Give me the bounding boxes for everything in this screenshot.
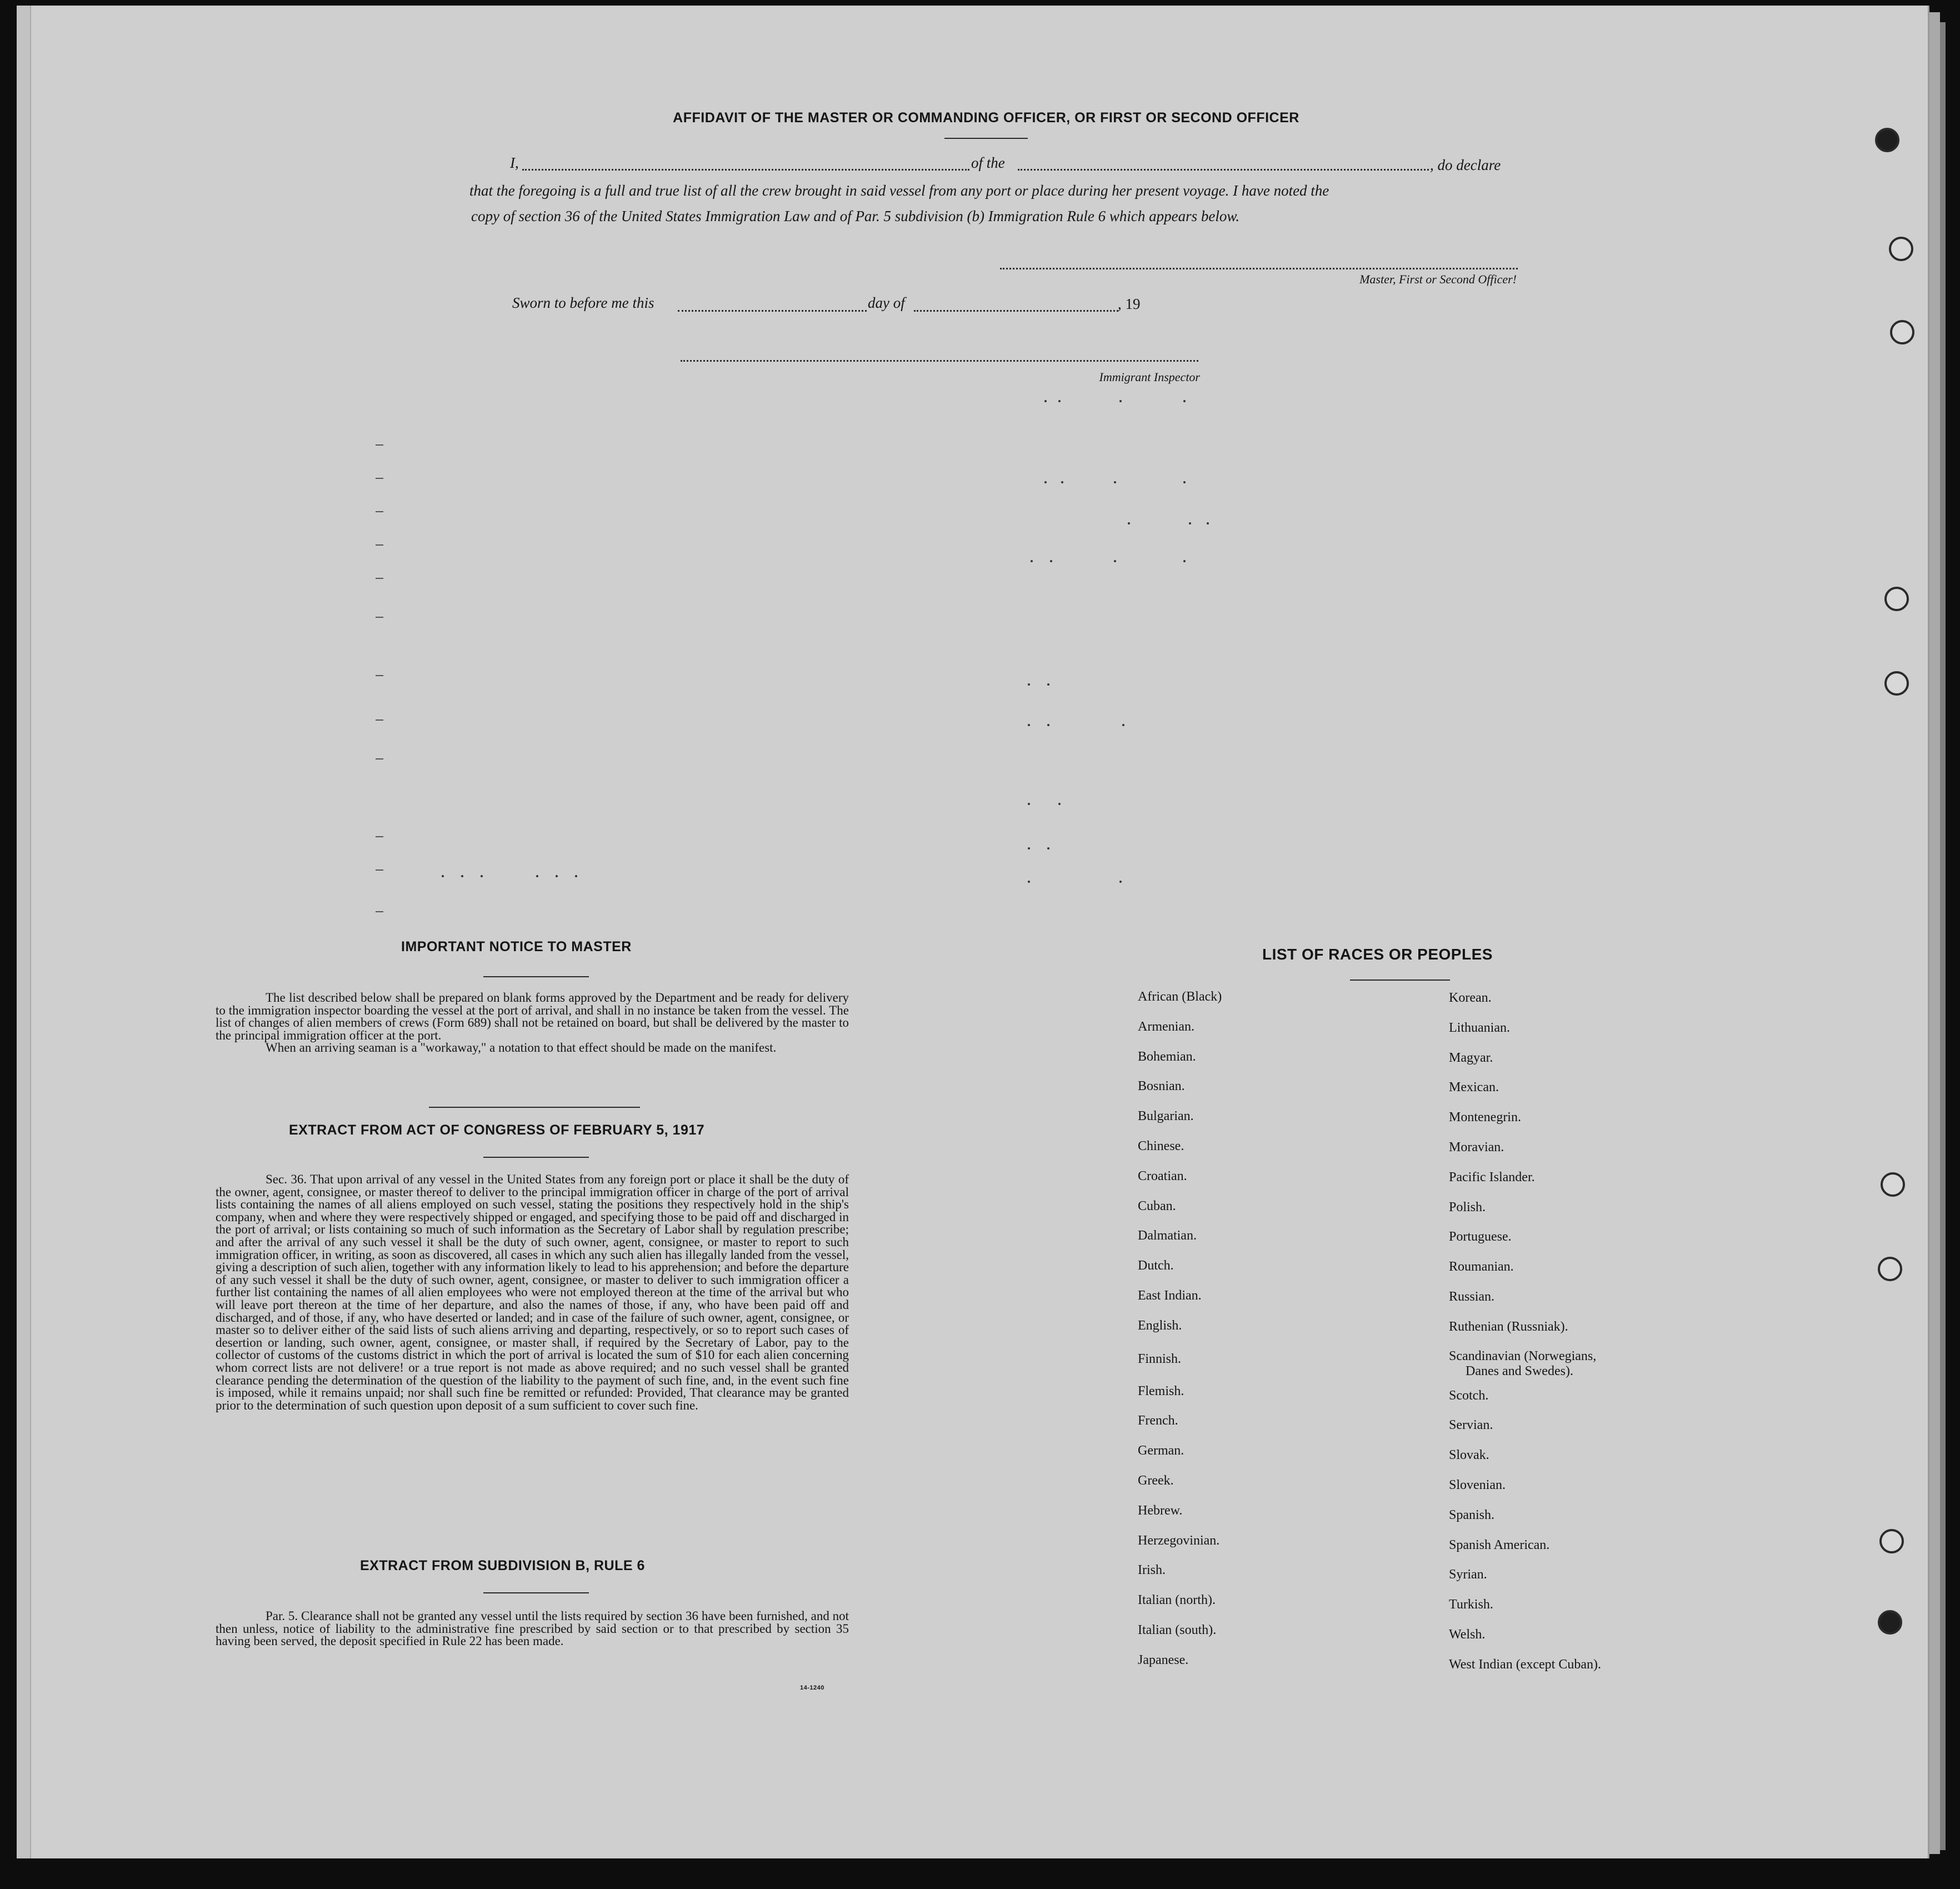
race-item: Ruthenian (Russniak). [1449,1319,1568,1334]
race-item: Finnish. [1138,1351,1182,1366]
stray-dot [1047,724,1049,726]
race-item: Syrian. [1449,1567,1487,1582]
day-of-label: day of [868,294,905,311]
race-item: Welsh. [1449,1627,1486,1642]
document-sheet [17,6,1929,1858]
section-divider [429,1107,640,1108]
margin-mark [376,578,383,579]
punch-hole [1890,320,1914,344]
stray-dot [1207,522,1209,524]
stray-dot [1119,881,1122,883]
race-item: Chinese. [1138,1138,1184,1153]
stray-dot [1183,560,1186,562]
race-item: Hebrew. [1138,1503,1183,1518]
rule-6-text: Par. 5. Clearance shall not be granted any vessel until the lists required by section 36 have been furnished, and not then unless, notice of liability to the administrative fine prescribed by said section or to that prescribed by section 35 having been served, the deposit specified in Rule 22 has been made. [216,1609,849,1648]
races-right-column [1449,983,1601,1680]
stray-dot [1047,847,1049,849]
race-item: English. [1138,1318,1182,1333]
sheet-edge-left [17,6,31,1858]
race-item: Portuguese. [1449,1230,1512,1245]
race-item: Danes and Swedes). [1466,1363,1573,1378]
vessel-field[interactable] [1018,169,1429,171]
stray-dot [461,875,463,877]
stray-dot [1114,560,1116,562]
stray-dot [442,875,444,877]
race-item: Japanese. [1138,1652,1189,1667]
stray-dot [1044,400,1047,402]
margin-mark [376,544,383,546]
stray-dot [556,875,558,877]
stray-dot [536,875,538,877]
stray-dot [1119,400,1122,402]
race-item: Slovenian. [1449,1477,1506,1492]
race-item: Flemish. [1138,1383,1184,1398]
year-label: , 19 [1118,296,1141,312]
race-item: Spanish American. [1449,1537,1550,1552]
race-item: Russian. [1449,1289,1495,1304]
race-item: Greek. [1138,1473,1174,1488]
race-item: African (Black) [1138,990,1222,1004]
stray-dot [1122,724,1124,726]
race-item: Korean. [1449,991,1492,1005]
section-36-text: Sec. 36. That upon arrival of any vessel in the United States from any foreign port or place it shall be the duty of the owner, agent, consignee, or master thereof to deliver to the principal immigration officer in charge of the port of arrival lists containing the names of all aliens employed on such vessel, stating the positions they respectively hold in the ship's company, when and where they were respectively shipped or engaged, and specifying those to be paid off and discharged in the port of arrival; or lists containing so much of such information as the Secretary of Labor shall by regulation prescribe; and after the arrival of any such vessel it shall be the duty of such owner, agent, consignee, or master to report to such immigration officer, in writing, as soon as discovered, all cases in which any such alien has illegally landed from the vessel, giving a description of such alien, together with any information likely to lead to his apprehension; and before the departure of any such vessel it shall be the duty of such owner, agent, consignee, or master to deliver to such immigration officer a further list containing the names of all alien employees who were not employed thereon at the time of the arrival but who will leave port thereon at the time of her departure, and also the names of those, if any, who have been paid off and discharged, and of those, if any, who have deserted or landed; and in case of the failure of such owner, agent, consignee, or master so to deliver either of the said lists of such aliens arriving and departing, respectively, or so to report such cases of desertion or landing, such owner, agent, consignee, or master shall, if required by the Secretary of Labor, pay to the collector of customs of the customs district in which the port of arrival is located the sum of $10 for each alien concerning whom correct lists are not delivere! or a true report is not made as above required; and no such vessel shall be granted clearance pending the determination of the question of the liability to the payment of such fine, and, in the event such fine is imposed, while it remains unpaid; nor shall such fine be remitted or refunded: Provided, That clearance may be granted prior to the determination of such question upon deposit of a sum sufficient to cover such fine. [216,1172,849,1412]
race-item: Servian. [1449,1418,1493,1433]
race-item: Turkish. [1449,1597,1493,1612]
extract-rule-body [216,1610,849,1648]
stray-dot [1028,683,1030,686]
stray-dot [1058,803,1061,805]
stray-dot [1061,481,1063,483]
extract-act-divider [483,1157,589,1158]
master-signature-field[interactable] [1000,268,1518,269]
extract-act-title: EXTRACT FROM ACT OF CONGRESS OF FEBRUARY 5, 1917 [289,1122,705,1138]
stray-dot [1114,481,1116,483]
races-divider [1350,980,1450,981]
stray-dot [1031,560,1033,562]
notice-divider [483,976,589,977]
punch-hole [1889,237,1913,261]
notice-body [216,992,849,1055]
extract-rule-divider [483,1592,589,1593]
punch-hole [1879,1529,1904,1553]
affidavit-line-2: that the foregoing is a full and true list of all the crew brought in said vessel from any port or place during her present voyage. I have noted the [469,182,1329,199]
stray-dot [1058,400,1061,402]
title-divider [944,138,1028,139]
race-item: Italian (north). [1138,1593,1216,1608]
affidavit-i-label: I, [510,154,519,171]
margin-mark [376,911,383,912]
stray-dot [575,875,577,877]
margin-mark [376,444,383,446]
margin-mark [376,675,383,676]
race-item: Slovak. [1449,1448,1489,1463]
race-item: East Indian. [1138,1288,1202,1303]
race-item: West Indian (except Cuban). [1449,1657,1601,1672]
stray-dot [1028,881,1030,883]
race-item: Dalmatian. [1138,1228,1197,1243]
race-item: Spanish. [1449,1507,1495,1522]
race-item: Lithuanian. [1449,1020,1510,1035]
notice-paragraph-2: When an arriving seaman is a "workaway," a notation to that effect should be made on the manifest. [266,1041,777,1055]
extract-act-body [216,1173,849,1412]
notice-title: IMPORTANT NOTICE TO MASTER [401,939,632,955]
race-item: Pacific Islander. [1449,1170,1535,1185]
stray-dot [1050,560,1052,562]
race-item: Magyar. [1449,1050,1493,1065]
stray-dot [1183,400,1186,402]
race-item: Herzegovinian. [1138,1533,1220,1548]
race-item: Croatian. [1138,1168,1187,1183]
name-field[interactable] [522,169,969,171]
race-item: Mexican. [1449,1080,1499,1095]
affidavit-do-declare: , do declare [1430,157,1501,173]
race-item: Polish. [1449,1200,1486,1215]
punch-hole [1878,1610,1902,1635]
stray-dot [1028,803,1030,805]
margin-mark [376,758,383,759]
margin-mark [376,869,383,871]
margin-mark [376,836,383,837]
races-left-column [1138,982,1222,1676]
punch-hole [1881,1172,1905,1197]
margin-mark [376,478,383,479]
margin-mark [376,511,383,512]
margin-mark [376,617,383,618]
sworn-day-field[interactable] [678,310,867,312]
master-label: Master, First or Second Officer! [1359,272,1517,286]
race-item: Italian (south). [1138,1622,1217,1637]
race-item: Montenegrin. [1449,1110,1521,1125]
race-item: Armenian. [1138,1019,1194,1034]
margin-mark [376,719,383,721]
extract-rule-title: EXTRACT FROM SUBDIVISION B, RULE 6 [360,1558,645,1573]
sheet-edge-shadow [1940,22,1946,1850]
stray-dot [1028,847,1030,849]
race-item: Dutch. [1138,1258,1174,1273]
stray-dot [1044,481,1047,483]
race-item: French. [1138,1413,1178,1428]
notice-paragraph-1: The list described below shall be prepared on blank forms approved by the Department and be ready for delivery to the immigration inspector boarding the vessel at the port of arrival, and shall in no instance be taken from the vessel. The list of changes of alien members of crews (Form 689) shall not be retained on board, but shall be delivered by the master to the principal immigration officer at the port. [216,991,849,1042]
punch-hole [1884,671,1909,696]
affidavit-title: AFFIDAVIT OF THE MASTER OR COMMANDING OFFICER, OR FIRST OR SECOND OFFICER [673,110,1299,126]
stray-dot [1028,724,1030,726]
punch-hole [1884,587,1909,611]
race-item: Cuban. [1138,1198,1176,1213]
punch-hole [1875,128,1899,152]
inspector-signature-field[interactable] [681,360,1198,362]
race-item: Moravian. [1449,1140,1504,1155]
race-item: Bosnian. [1138,1079,1185,1094]
stray-dot [1189,522,1191,524]
sworn-label: Sworn to before me this [512,294,654,311]
race-item: Irish. [1138,1563,1166,1578]
stray-dot [1047,683,1049,686]
race-item: Scotch. [1449,1388,1489,1403]
race-item: Bohemian. [1138,1049,1196,1064]
stray-dot [1128,522,1130,524]
sheet-edge-right [1928,12,1940,1854]
sworn-month-field[interactable] [914,310,1118,312]
stray-dot [481,875,483,877]
race-item: Scandinavian (Norwegians, [1449,1348,1597,1363]
race-item: German. [1138,1443,1184,1458]
race-item: Bulgarian. [1138,1109,1194,1124]
affidavit-line-3: copy of section 36 of the United States Immigration Law and of Par. 5 subdivision (b) Immigration Rule 6 which appears below. [471,208,1240,224]
race-item: Roumanian. [1449,1260,1514,1275]
form-number: 14-1240 [800,1685,824,1691]
punch-hole [1878,1257,1902,1281]
stray-dot [1183,481,1186,483]
affidavit-of-the: of the [971,154,1005,171]
races-title: LIST OF RACES OR PEOPLES [1262,946,1493,963]
inspector-label: Immigrant Inspector [1099,370,1200,384]
